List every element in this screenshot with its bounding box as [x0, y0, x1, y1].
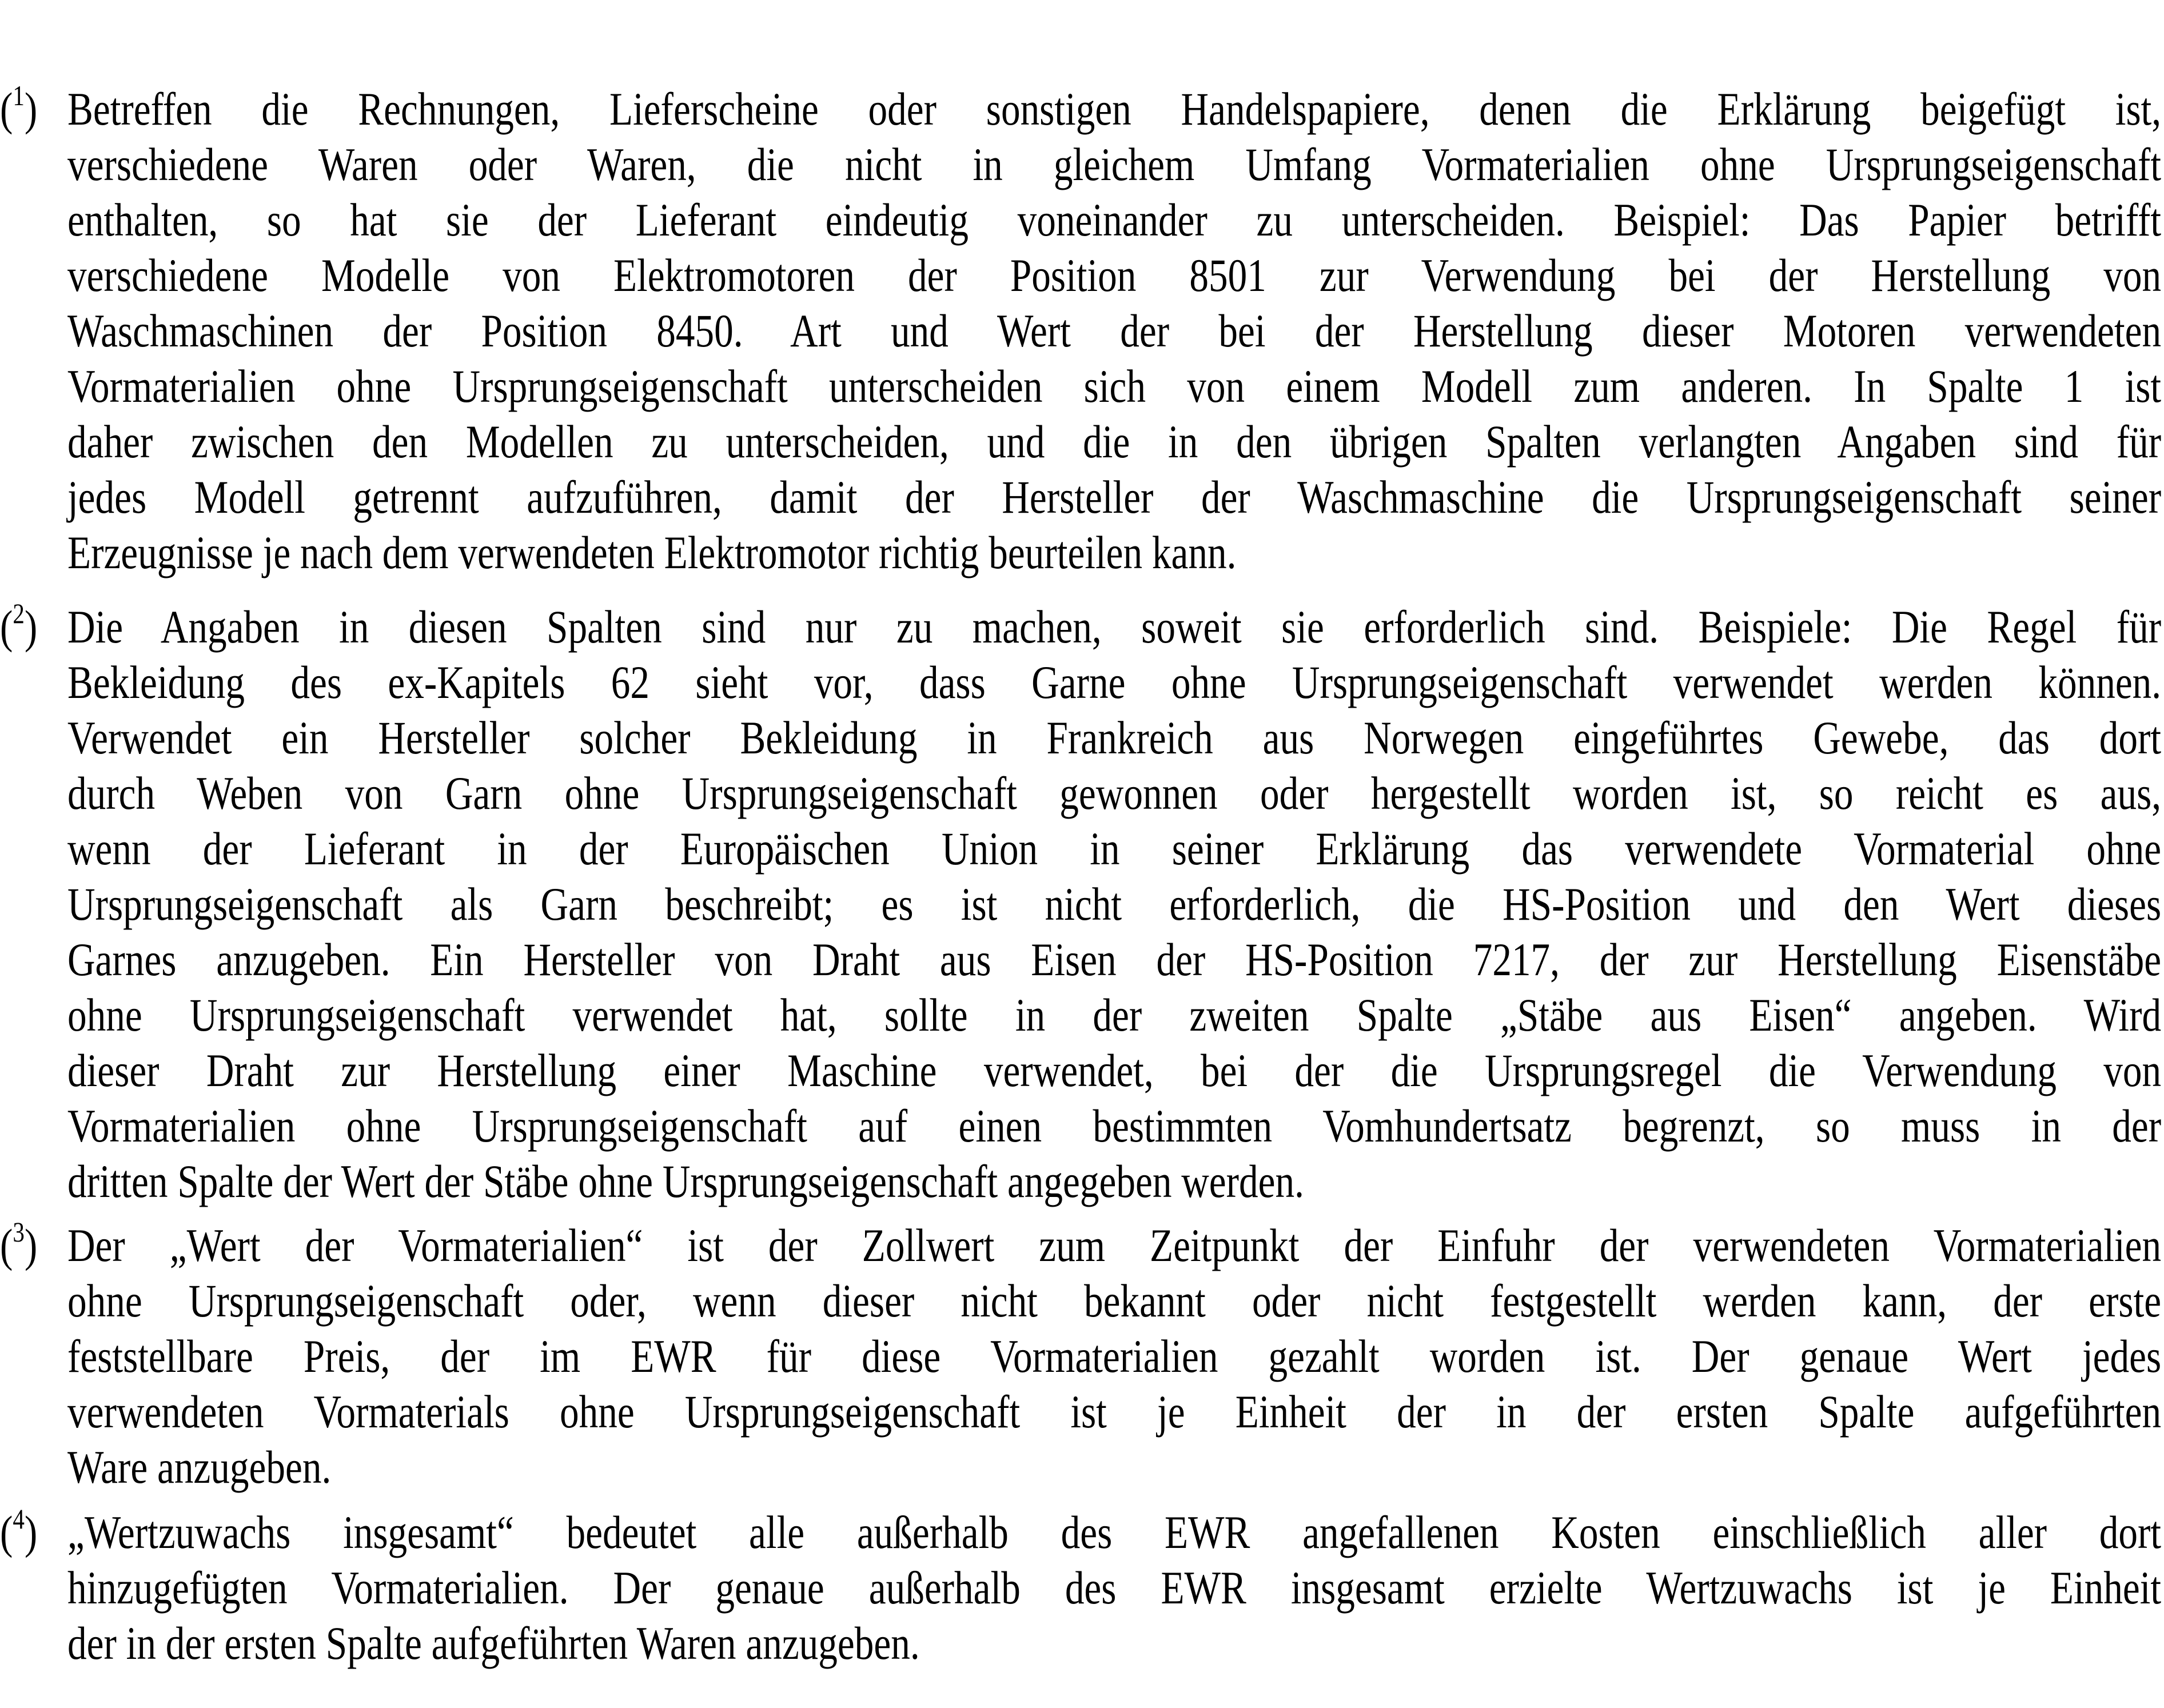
footnote-marker: ($^1$) — [0, 79, 38, 135]
text-line: Betreffen die Rechnungen, Lieferscheine oder sonstigen Handelspapiere, denen die Erklärung beigefügt ist, — [67, 83, 2162, 135]
text-line: durch Weben von Garn ohne Ursprungseigenschaft gewonnen oder hergestellt worden ist, so reicht es aus, — [67, 767, 2162, 819]
text-line: Vormaterialien ohne Ursprungseigenschaft auf einen bestimmten Vomhundertsatz begrenzt, so muss in der — [67, 1100, 2162, 1152]
footnote-number: 1 — [13, 79, 25, 111]
text-line: jedes Modell getrennt aufzuführen, damit der Hersteller der Waschmaschine die Ursprungseigenschaft seiner — [67, 471, 2162, 523]
text-line: verschiedene Waren oder Waren, die nicht in gleichem Umfang Vormaterialien ohne Ursprungseigenschaft — [67, 138, 2162, 190]
footnote-number: 4 — [13, 1503, 25, 1535]
text-line: ohne Ursprungseigenschaft verwendet hat, sollte in der zweiten Spalte „Stäbe aus Eisen“ angeben. Wird — [67, 989, 2162, 1041]
footnote-text — [67, 599, 2161, 1209]
text-line: verschiedene Modelle von Elektromotoren der Position 8501 zur Verwendung bei der Herstellung von — [67, 249, 2162, 301]
footnote-marker: ($^2$) — [0, 597, 38, 653]
text-line: dieser Draht zur Herstellung einer Maschine verwendet, bei der die Ursprungsregel die Verwendung von — [67, 1044, 2162, 1096]
text-line: hinzugefügten Vormaterialien. Der genaue außerhalb des EWR insgesamt erzielte Wertzuwachs ist je Einheit — [67, 1562, 2162, 1614]
text-line: Vormaterialien ohne Ursprungseigenschaft unterscheiden sich von einem Modell zum anderen. In Spalte 1 ist — [67, 360, 2162, 412]
text-line: Die Angaben in diesen Spalten sind nur zu machen, soweit sie erforderlich sind. Beispiele: Die Regel für — [67, 601, 2162, 653]
text-line: verwendeten Vormaterials ohne Ursprungseigenschaft ist je Einheit der in der ersten Spalte aufgeführten — [67, 1386, 2162, 1438]
footnote-marker: ($^4$) — [0, 1503, 38, 1558]
text-line: Ursprungseigenschaft als Garn beschreibt; es ist nicht erforderlich, die HS-Position und den Wert dieses — [67, 878, 2162, 930]
text-line: der in der ersten Spalte aufgeführten Waren anzugeben. — [67, 1617, 920, 1669]
footnote-marker: ($^3$) — [0, 1216, 38, 1271]
text-line: Erzeugnisse je nach dem verwendeten Elektromotor richtig beurteilen kann. — [67, 526, 1237, 578]
footnote-text — [67, 1218, 2161, 1495]
text-line: Ware anzugeben. — [67, 1441, 332, 1493]
text-line: Waschmaschinen der Position 8450. Art und Wert der bei der Herstellung dieser Motoren verwendeten — [67, 305, 2162, 357]
footnote-text — [67, 1505, 2161, 1671]
text-line: ohne Ursprungseigenschaft oder, wenn dieser nicht bekannt oder nicht festgestellt werden kann, der erste — [67, 1275, 2162, 1327]
text-line: Bekleidung des ex-Kapitels 62 sieht vor, dass Garne ohne Ursprungseigenschaft verwendet werden können. — [67, 656, 2162, 708]
text-line: Der „Wert der Vormaterialien“ ist der Zollwert zum Zeitpunkt der Einfuhr der verwendeten Vormaterialien — [67, 1219, 2162, 1271]
footnote-number: 3 — [13, 1216, 25, 1248]
text-line: Verwendet ein Hersteller solcher Bekleidung in Frankreich aus Norwegen eingeführtes Gewebe, das dort — [67, 712, 2162, 764]
text-line: daher zwischen den Modellen zu unterscheiden, und die in den übrigen Spalten verlangten Angaben sind für — [67, 416, 2162, 468]
text-line: „Wertzuwachs insgesamt“ bedeutet alle außerhalb des EWR angefallenen Kosten einschließlich aller dort — [67, 1506, 2162, 1558]
footnote-text — [67, 81, 2161, 580]
text-line: dritten Spalte der Wert der Stäbe ohne Ursprungseigenschaft angegeben werden. — [67, 1155, 1304, 1207]
text-line: Garnes anzugeben. Ein Hersteller von Draht aus Eisen der HS-Position 7217, der zur Herstellung Eisenstäbe — [67, 933, 2162, 985]
footnote-number: 2 — [13, 597, 25, 629]
text-line: feststellbare Preis, der im EWR für diese Vormaterialien gezahlt worden ist. Der genaue Wert jedes — [67, 1330, 2162, 1382]
text-line: enthalten, so hat sie der Lieferant eindeutig voneinander zu unterscheiden. Beispiel: Das Papier betrifft — [67, 194, 2162, 246]
text-line: wenn der Lieferant in der Europäischen Union in seiner Erklärung das verwendete Vormaterial ohne — [67, 823, 2162, 875]
